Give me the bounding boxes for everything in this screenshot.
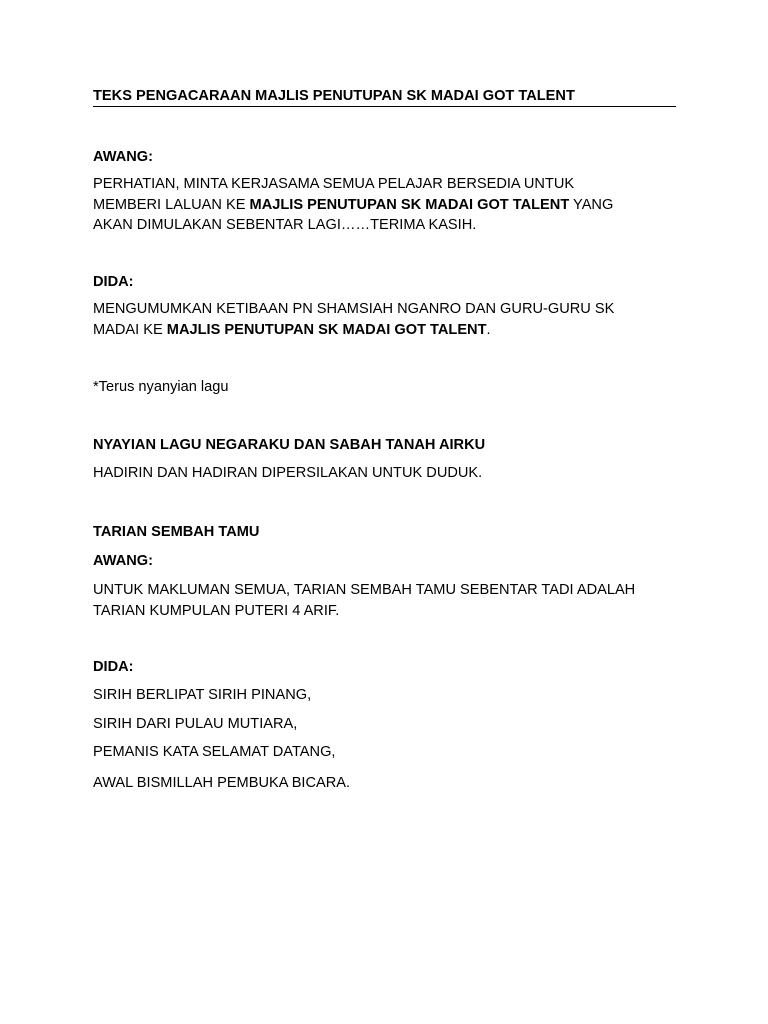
pantun-line: SIRIH DARI PULAU MUTIARA, xyxy=(93,716,298,732)
section2-line1: MENGUMUMKAN KETIBAAN PN SHAMSIAH NGANRO DAN GURU-GURU SK xyxy=(93,301,615,317)
note-text: *Terus nyanyian lagu xyxy=(93,379,229,395)
section2-line2-pre: MADAI KE xyxy=(93,321,167,338)
pantun-line: PEMANIS KATA SELAMAT DATANG, xyxy=(93,744,336,760)
document-page xyxy=(93,0,676,1024)
section4-heading: TARIAN SEMBAH TAMU xyxy=(93,524,260,540)
pantun-line: AWAL BISMILLAH PEMBUKA BICARA. xyxy=(93,775,351,791)
speaker-dida-2: DIDA: xyxy=(93,659,134,675)
section4-line1: UNTUK MAKLUMAN SEMUA, TARIAN SEMBAH TAMU SEBENTAR TADI ADALAH xyxy=(93,582,636,598)
section2-paragraph xyxy=(93,299,676,340)
section1-line1: PERHATIAN, MINTA KERJASAMA SEMUA PELAJAR BERSEDIA UNTUK xyxy=(93,176,575,192)
document-title: TEKS PENGACARAAN MAJLIS PENUTUPAN SK MADAI GOT TALENT xyxy=(93,87,676,107)
section1-line2-post: YANG xyxy=(569,196,614,213)
section1-paragraph xyxy=(93,174,676,236)
section2-line2-post: . xyxy=(486,321,491,338)
section1-line3: AKAN DIMULAKAN SEBENTAR LAGI……TERIMA KASIH. xyxy=(93,217,477,233)
speaker-awang-1: AWANG: xyxy=(93,149,153,165)
section1-line2-bold: MAJLIS PENUTUPAN SK MADAI GOT TALENT xyxy=(249,196,570,213)
speaker-dida-1: DIDA: xyxy=(93,274,134,290)
section4-paragraph xyxy=(93,580,676,621)
section3-line1: HADIRIN DAN HADIRAN DIPERSILAKAN UNTUK DUDUK. xyxy=(93,465,483,481)
speaker-awang-2: AWANG: xyxy=(93,553,153,569)
section2-line2-bold: MAJLIS PENUTUPAN SK MADAI GOT TALENT xyxy=(166,321,487,338)
section1-line2-pre: MEMBERI LALUAN KE xyxy=(93,196,250,213)
section4-line2: TARIAN KUMPULAN PUTERI 4 ARIF. xyxy=(93,602,340,619)
pantun-line: SIRIH BERLIPAT SIRIH PINANG, xyxy=(93,687,312,703)
section3-heading: NYAYIAN LAGU NEGARAKU DAN SABAH TANAH AIRKU xyxy=(93,437,486,453)
